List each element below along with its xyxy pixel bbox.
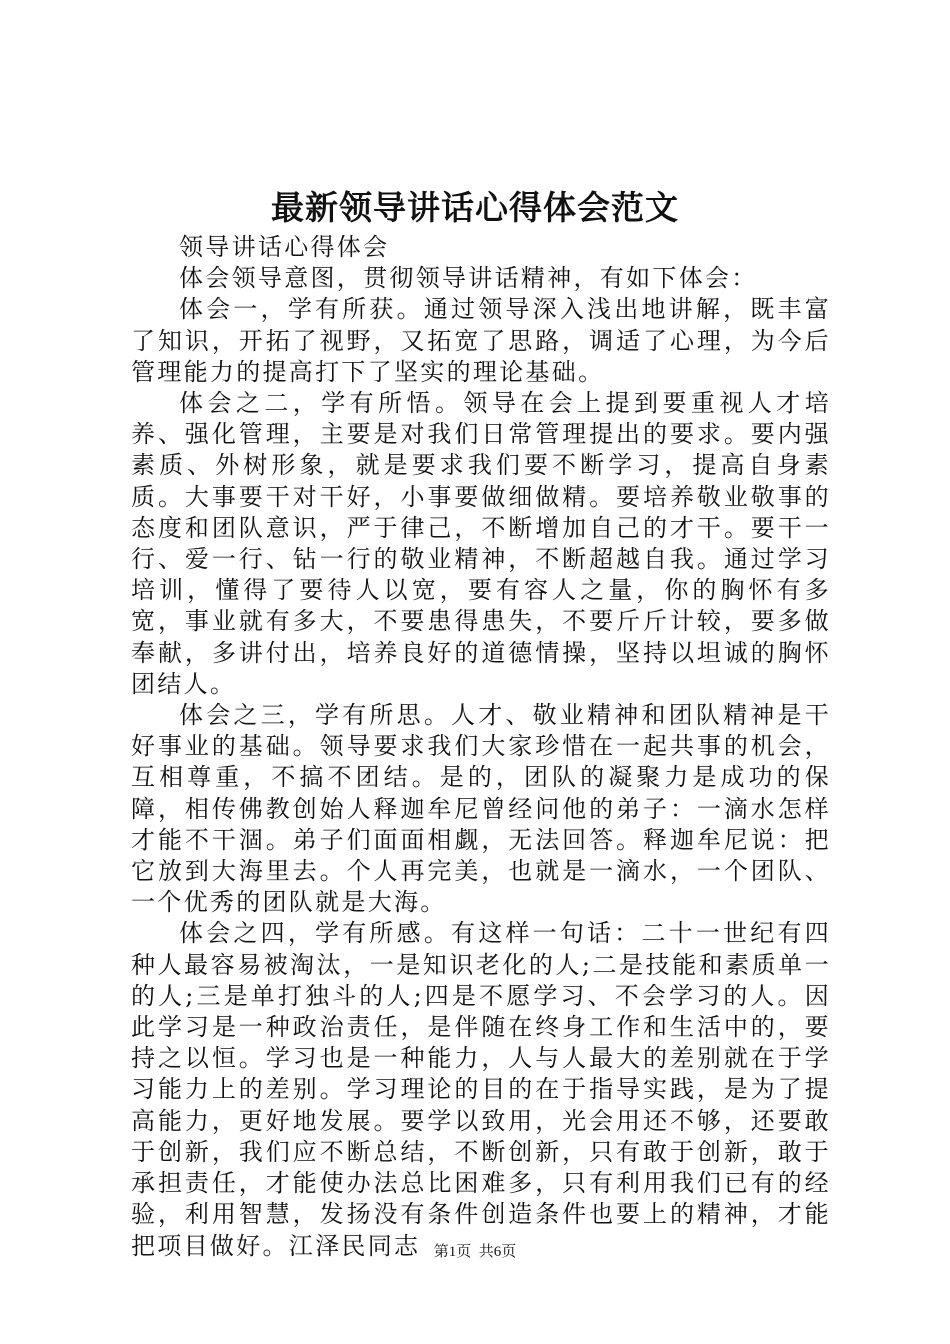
paragraph-intro: 体会领导意图，贯彻领导讲话精神，有如下体会：: [179, 264, 758, 293]
page-footer: 第1页 共6页: [433, 1244, 517, 1260]
page-title: 最新领导讲话心得体会范文: [271, 188, 679, 227]
document-body: [131, 232, 831, 1262]
paragraph-subtitle: 领导讲话心得体会: [179, 233, 390, 261]
paragraph-insight-3: 体会之三，学有所思。人才、敬业精神和团队精神是干好事业的基础。领导要求我们大家珍惜在一起共事的机会，互相尊重，不搞不团结。是的，团队的凝聚力是成功的保障，相传佛教创始人释迦牟尼曾经问他的弟子：一滴水怎样才能不干涸。弟子们面面相觑，无法回答。释迦牟尼说：把它放到大海里去。个人再完美，也就是一滴水，一个团队、一个优秀的团队就是大海。: [131, 701, 831, 917]
paragraph-insight-2: 体会之二，学有所悟。领导在会上提到要重视人才培养、强化管理，主要是对我们日常管理提出的要求。要内强素质、外树形象，就是要求我们要不断学习，提高自身素质。大事要干对干好，小事要做细做精。要培养敬业敬事的态度和团队意识，严于律己，不断增加自己的才干。要干一行、爱一行、钻一行的敬业精神，不断超越自我。通过学习培训，懂得了要待人以宽，要有容人之量，你的胸怀有多宽，事业就有多大，不要患得患失，不要斤斤计较，要多做奉献，多讲付出，培养良好的道德情操，坚持以坦诚的胸怀团结人。: [131, 389, 831, 698]
paragraph-insight-4: 体会之四，学有所感。有这样一句话：二十一世纪有四种人最容易被淘汰，一是知识老化的人;二是技能和素质单一的人;三是单打独斗的人;四是不愿学习、不会学习的人。因此学习是一种政治责任，是伴随在终身工作和生活中的，要持之以恒。学习也是一种能力，人与人最大的差别就在于学习能力上的差别。学习理论的目的在于指导实践，是为了提高能力，更好地发展。要学以致用，光会用还不够，还要敢于创新，我们应不断总结，不断创新，只有敢于创新，敢于承担责任，才能使办法总比困难多，只有利用我们已有的经验，利用智慧，发扬没有条件创造条件也要上的精神，才能把项目做好。江泽民同志: [131, 919, 831, 1260]
paragraph-insight-1: 体会一，学有所获。通过领导深入浅出地讲解，既丰富了知识，开拓了视野，又拓宽了思路，调适了心理，为今后管理能力的提高打下了坚实的理论基础。: [131, 295, 831, 386]
